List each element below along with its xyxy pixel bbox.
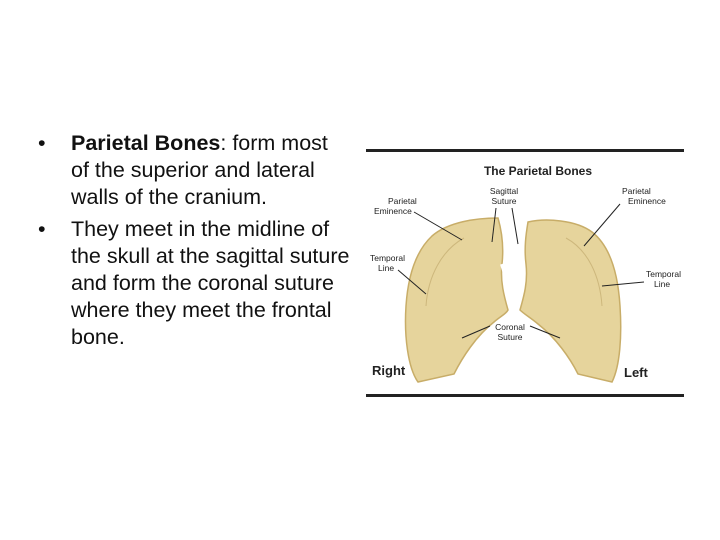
parietal-bones-figure <box>366 146 684 398</box>
bullet-marker: • <box>38 131 46 155</box>
top-rule <box>366 149 684 152</box>
side-label-right: Right <box>372 363 406 378</box>
eminence-label-left-line2: Eminence <box>628 196 666 206</box>
sagittal-label-line2: Suture <box>491 196 517 206</box>
bullet-item <box>38 216 350 352</box>
eminence-label-right-line2: Eminence <box>374 206 412 216</box>
eminence-label-left-line1: Parietal <box>622 186 651 196</box>
left-parietal-bone <box>520 220 621 382</box>
text-column <box>38 130 350 356</box>
bullet-list <box>38 130 350 352</box>
parietal-bones-illustration <box>366 146 684 398</box>
bullet-text: : form most of the superior and lateral walls of the cranium. <box>71 131 328 210</box>
sagittal-label-line1: Sagittal <box>489 186 519 196</box>
temporal-label-right-line1: Temporal <box>370 253 405 263</box>
coronal-label-line2: Suture <box>497 332 523 342</box>
temporal-label-right-line2: Line <box>378 263 395 273</box>
coronal-label-line1: Coronal <box>495 322 525 332</box>
temporal-label-left-line2: Line <box>654 279 671 289</box>
bullet-item <box>38 130 350 212</box>
bullet-term: Parietal Bones <box>71 131 221 155</box>
figure-title: The Parietal Bones <box>483 164 593 178</box>
sagittal-pointer-b <box>512 208 518 244</box>
eminence-pointer-left <box>584 204 620 246</box>
bullet-text: They meet in the midline of the skull at the sagittal suture and form the coronal suture where they meet the frontal bone. <box>71 216 350 350</box>
bottom-rule <box>366 394 684 397</box>
eminence-label-right-line1: Parietal <box>388 196 417 206</box>
side-label-left: Left <box>624 365 648 380</box>
bullet-marker: • <box>38 216 46 241</box>
temporal-label-left-line1: Temporal <box>646 269 681 279</box>
